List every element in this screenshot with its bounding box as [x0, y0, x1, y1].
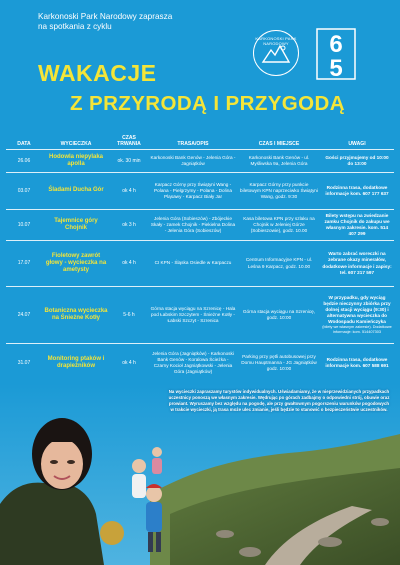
table-row	[6, 210, 394, 241]
col-header-duration: CZAS TRWANIA	[117, 135, 141, 147]
table-row	[6, 150, 394, 173]
cell-trip: Fioletowy zawrót głowy - wycieczka na ametysty	[42, 241, 110, 287]
cell-route: Karkonoski Bank Genów - Jelenia Góra - Jagniątków	[148, 150, 238, 173]
col-header-notes: UWAGI	[348, 141, 366, 147]
cell-route: Jelenia Góra (Sobieszów) - Zbójeckie Skały - zamek Chojnik - Piekielna Dolina - Jelenia Góra (Sobieszów)	[148, 210, 238, 241]
cell-route: Górna stacja wyciągu na Szrenicę - Hala pod Łabskim Szczytem - Śnieżne Kotły - Łabski Szczyt - Szrenica	[148, 287, 238, 344]
anniversary-65-badge	[316, 28, 356, 80]
cell-trip: Monitoring ptaków i drapieżników	[42, 344, 110, 383]
badge-digit-bottom: 5	[329, 55, 343, 80]
cell-duration: ok 3 h	[110, 210, 148, 241]
cell-date: 17.07	[6, 241, 42, 287]
cell-duration: 5-6 h	[110, 287, 148, 344]
cell-place: Centrum Informacyjne KPN - ul. Leśna 9 Karpacz, godz. 10.00	[238, 241, 320, 287]
table-header-row	[6, 131, 394, 150]
cell-place: Parking przy pętli autobusowej przy Domu Hauptmanna - JG Jagniątków godz. 10:00	[238, 344, 320, 383]
badge-digit-top: 6	[329, 31, 343, 58]
col-header-date: DATA	[17, 141, 31, 147]
schedule-table	[6, 131, 394, 382]
cell-notes: Rodzinna trasa, dodatkowe informacje kom. 607 177 637	[320, 173, 394, 210]
cell-trip: Tajemnice góry Chojnik	[42, 210, 110, 241]
cell-notes: Gości przyjmujemy od 10:00 do 13:00	[320, 150, 394, 173]
cell-duration: ok. 30 min	[110, 150, 148, 173]
cell-route: Jelenia Góra (Jagniątków) - Karkonoski Bank Genów - Koralowa Ścieżka - Czarny Kocioł Jagniątkowski - Jelenia Góra (Jagniątków)	[148, 344, 238, 383]
cell-route: CI KPN - Śląska Osiedle w Karpaczu	[148, 241, 238, 287]
title-line-1: WAKACJE	[38, 60, 157, 86]
intro-line-2: na spotkania z cyklu	[38, 22, 112, 31]
cell-route: Karpacz Górny przy Świątyni Wang - Polana - Pielgrzymy - Polana - Dolina Pląsawy - Karpacz Biały Jar	[148, 173, 238, 210]
cell-place: Karpacz Górny przy punkcie biletowym KPN naprzeciwko Świątyni Wang, godz. 9:30	[238, 173, 320, 210]
table-row	[6, 173, 394, 210]
cell-trip: Hodowla niepylaka apolla	[42, 150, 110, 173]
cell-trip: Śladami Ducha Gór	[42, 173, 110, 210]
cell-date: 24.07	[6, 287, 42, 344]
cell-date: 26.06	[6, 150, 42, 173]
cell-notes: Bilety wstępu na zwiedzanie zamku Chojnik do zakupu we własnym zakresie. kom. 514 407 299	[320, 210, 394, 241]
cell-notes: Rodzinna trasa, dodatkowe informacje kom. 607 588 691	[320, 344, 394, 383]
cell-date: 03.07	[6, 173, 42, 210]
cell-duration: ok 4 h	[110, 173, 148, 210]
cell-duration: ok 4 h	[110, 344, 148, 383]
park-logo	[253, 30, 299, 76]
participant-info: Na wycieczki zapraszamy turystów indywidualnych. Uświadamiamy, że w nieprzewidzianych przypadkach uczestnicy ponoszą we własnym zakresie. Wędrując po górach zadbajmy o odpowiedni strój, obuwie oraz prowiant. Wyruszamy bez względu na pogodę, ale przy gwałtownym pogorszeniu warunków pogodowych w trakcie wycieczki, ją trasa może ulec zmianie, jeśli będzie to stanowić o bezpieczeństwie uczestników.	[168, 389, 390, 412]
title-line-2: Z PRZYRODĄ I PRZYGODĄ	[70, 92, 345, 115]
cell-notes: Warto zabrać woreczki na zebrane okazy minerałów, dodatkowe informacje i zapisy: tel. 607 217 597	[320, 241, 394, 287]
cell-date: 31.07	[6, 344, 42, 383]
col-header-trip: WYCIECZKA	[60, 141, 92, 147]
table-row	[6, 241, 394, 287]
notes-main: W przypadku, gdy wyciąg będzie nieczynny zbiórka przy dolnej stacji wyciągu (9:30) i alternatywna wycieczka do Wodospadu Kamieńczyka	[323, 294, 391, 325]
cell-duration: ok 4 h	[110, 241, 148, 287]
cell-notes	[320, 287, 394, 344]
cell-place: Górna stacja wyciągu na Szrenicę, godz. 10:00	[238, 287, 320, 344]
cell-date: 10.07	[6, 210, 42, 241]
table-row	[6, 344, 394, 383]
cell-trip: Botaniczna wycieczka na Śnieżne Kotły	[42, 287, 110, 344]
col-header-route: TRASA/OPIS	[177, 141, 209, 147]
intro-line-1: Karkonoski Park Narodowy zaprasza	[38, 12, 173, 21]
notes-small-print: (bilety we własnym zakresie). Dodatkowe informacje: kom. 514407303	[322, 325, 392, 335]
col-header-place: CZAS I MIEJSCE	[258, 141, 300, 147]
cell-place: Kasa biletowa KPN przy szlaku na Chojnik w Jeleniej Górze (Sobieszowie), godz. 10.00	[238, 210, 320, 241]
logo-lettering: KARKONOSKI PARK NARODOWY	[255, 36, 297, 46]
table-row	[6, 287, 394, 344]
intro-text	[38, 12, 278, 32]
cell-place: Karkonoski Bank Genów - ul. Myśliwska 9a, Jelenia Góra	[238, 150, 320, 173]
